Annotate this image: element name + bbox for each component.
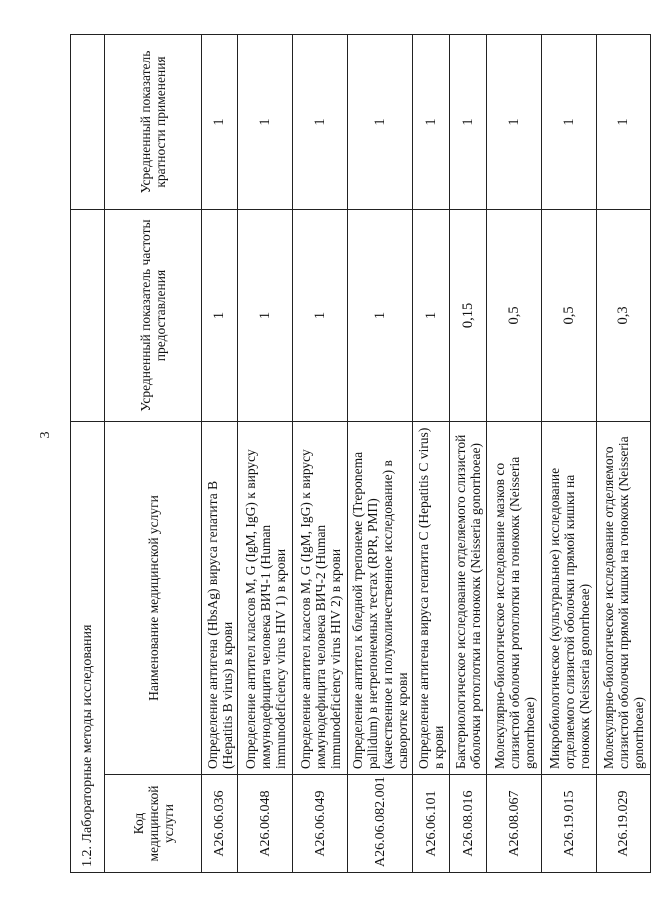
service-code: A26.06.036	[202, 775, 238, 873]
service-name: Молекулярно-биологическое исследование мазков со слизистой оболочки ротоглотки на гонококк (Neisseria gonorrhoeae)	[487, 421, 542, 774]
service-code: A26.19.015	[542, 775, 597, 873]
section-empty-cell	[71, 34, 105, 209]
service-name: Молекулярно-биологическое исследование отделяемого слизистой оболочки прямой кишки на гонококк (Neisseria gonorrhoeae)	[597, 421, 651, 774]
rotated-table-container	[70, 35, 646, 873]
service-name: Определение антигена вируса гепатита C (Hepatitis C virus) в крови	[413, 421, 450, 774]
service-name: Определение антигена (HbsAg) вируса гепатита B (Hepatitis B virus) в крови	[202, 421, 238, 774]
service-code: A26.06.101	[413, 775, 450, 873]
frequency-value: 0,3	[597, 209, 651, 421]
header-code: Код медицинской услуги	[105, 775, 202, 873]
table-row	[238, 34, 293, 872]
multiplicity-value: 1	[348, 34, 413, 209]
frequency-value: 0,15	[450, 209, 487, 421]
header-frequency: Усредненный показатель частоты предоставления	[105, 209, 202, 421]
service-code: A26.06.048	[238, 775, 293, 873]
frequency-value: 1	[413, 209, 450, 421]
service-name: Определение антител классов M, G (IgM, IgG) к вирусу иммунодефицита человека ВИЧ-2 (Human immunodeficiency virus HIV 2) в крови	[293, 421, 348, 774]
frequency-value: 1	[293, 209, 348, 421]
service-name: Определение антител классов M, G (IgM, IgG) к вирусу иммунодефицита человека ВИЧ-1 (Human immunodeficiency virus HIV 1) в крови	[238, 421, 293, 774]
frequency-value: 1	[202, 209, 238, 421]
multiplicity-value: 1	[542, 34, 597, 209]
multiplicity-value: 1	[450, 34, 487, 209]
frequency-value: 0,5	[487, 209, 542, 421]
service-name: Микробиологическое (культуральное) исследование отделяемого слизистой оболочки прямой кишки на гонококк (Neisseria gonorrhoeae)	[542, 421, 597, 774]
header-name: Наименование медицинской услуги	[105, 421, 202, 774]
service-name: Бактериологическое исследование отделяемого слизистой оболочки ротоглотки на гонококк (Neisseria gonorrhoeae)	[450, 421, 487, 774]
table-row	[597, 34, 651, 872]
header-row	[105, 34, 202, 872]
multiplicity-value: 1	[238, 34, 293, 209]
table-row	[413, 34, 450, 872]
section-row	[71, 34, 105, 872]
multiplicity-value: 1	[293, 34, 348, 209]
table-row	[450, 34, 487, 872]
multiplicity-value: 1	[487, 34, 542, 209]
section-title: 1.2. Лабораторные методы исследования	[71, 421, 105, 872]
multiplicity-value: 1	[597, 34, 651, 209]
service-name: Определение антител к бледной трепонеме (Treponema pallidum) в нетрепонемных тестах (RPR, РМП) (качественное и полуколичественное исследование) в сыворотке крови	[348, 421, 413, 774]
service-code: A26.08.016	[450, 775, 487, 873]
services-table	[70, 34, 651, 873]
service-code: A26.19.029	[597, 775, 651, 873]
page-number: 3	[38, 431, 53, 439]
multiplicity-value: 1	[202, 34, 238, 209]
frequency-value: 1	[348, 209, 413, 421]
frequency-value: 1	[238, 209, 293, 421]
table-row	[542, 34, 597, 872]
table-row	[348, 34, 413, 872]
table-row	[202, 34, 238, 872]
service-code: A26.06.082.001	[348, 775, 413, 873]
frequency-value: 0,5	[542, 209, 597, 421]
service-code: A26.06.049	[293, 775, 348, 873]
table-row	[293, 34, 348, 872]
section-empty-cell	[71, 209, 105, 421]
header-multiplicity: Усредненный показатель кратности применения	[105, 34, 202, 209]
table-row	[487, 34, 542, 872]
service-code: A26.08.067	[487, 775, 542, 873]
multiplicity-value: 1	[413, 34, 450, 209]
